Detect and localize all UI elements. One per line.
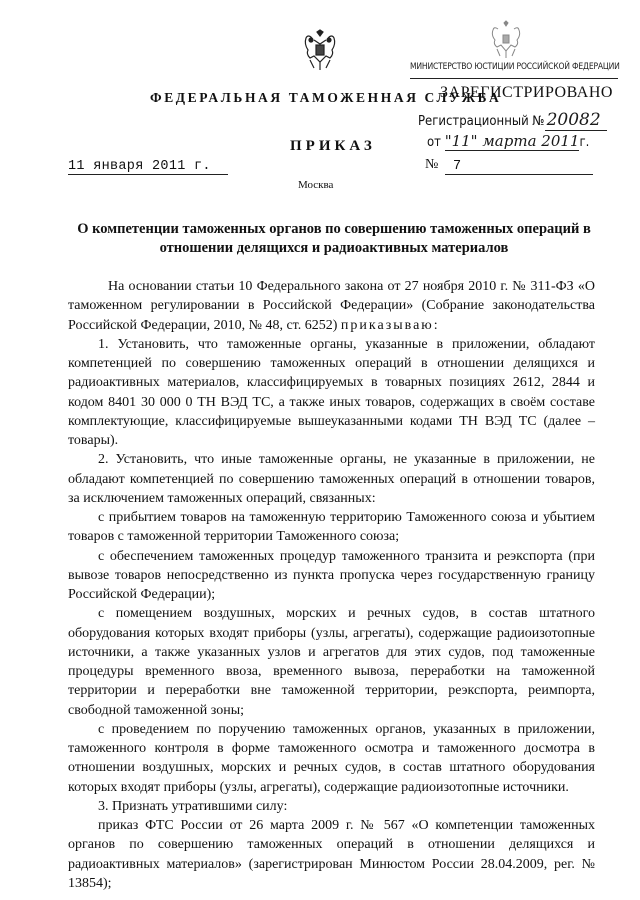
order-date: 11 января 2011 г.	[68, 159, 228, 175]
paragraph: 2. Установить, что иные таможенные органы, не указанные в приложении, не обладают компетенцией по совершению таможенных операций в отношении товаров, за исключением таможенных операций, связанных:	[68, 452, 595, 506]
preamble-order-word: приказываю:	[340, 317, 440, 333]
order-number-label: №	[425, 157, 439, 172]
paragraph: 1. Установить, что таможенные органы, указанные в приложении, обладают компетенцией по совершению таможенных операций в отношении делящихся и радиоактивных материалов, классифицируемых в товарных позициях 2612, 2844 и кодом 8401 30 000 0 ТН ВЭД ТС, а также иных товаров, содержащих в своём составе комплектующие, классифицируемые вышеуказанными кодами ТН ВЭД ТС (далее – товары).	[68, 336, 595, 448]
paragraph: с помещением воздушных, морских и речных судов, в состав штатного оборудования которых входят приборы (узлы, агрегаты), содержащие радиоизотопные источники, а также указанных узлов и агрегатов для этих судов, под таможенные процедуры временного ввоза, временного вывоза, переработки на таможенной территории и переработки вне таможенной территории, реэкспорта, реимпорта, свободной таможенной зоны;	[68, 606, 595, 718]
stamp-reg-label: Регистрационный №	[418, 114, 545, 129]
paragraph: с прибытием товаров на таможенную территорию Таможенного союза и убытием товаров с таможенной территории Таможенного союза;	[68, 510, 595, 545]
stamp-date-suffix: г.	[579, 135, 590, 150]
stamp-ministry-label: МИНИСТЕРСТВО ЮСТИЦИИ РОССИЙСКОЙ ФЕДЕРАЦИИ	[410, 62, 618, 79]
document-body	[68, 277, 595, 893]
paragraph: с проведением по поручению таможенных органов, указанных в приложении, таможенного контроля в форме таможенного осмотра и таможенного досмотра в отношении воздушных, морских и речных судов, в состав штатного оборудования которых входят приборы (узлы, агрегаты), содержащие радиоизотопные источники.	[68, 721, 595, 795]
stamp-date-year: 2011	[541, 132, 580, 150]
paragraph: 3. Признать утратившими силу:	[98, 798, 288, 814]
city: Москва	[298, 179, 334, 191]
stamp-date-month: марта	[482, 132, 537, 150]
document-type: ПРИКАЗ	[290, 138, 376, 154]
stamp-date-day: "11"	[444, 132, 478, 150]
stamp-reg-number: 20082	[545, 110, 607, 131]
paragraph: приказ ФТС России от 26 марта 2009 г. № 567 «О компетенции таможенных органов по совершению таможенных операций в отношении делящихся и радиоактивных материалов» (зарегистрирован Минюстом России 28.04.2009, рег. № 13854);	[68, 818, 595, 891]
stamp-date-prefix: от	[427, 135, 441, 150]
document-title: О компетенции таможенных органов по совершению таможенных операций в отношении делящихся и радиоактивных материалов	[77, 221, 591, 256]
preamble	[68, 277, 595, 335]
stamp-registration-number	[418, 110, 607, 131]
paragraph: с обеспечением таможенных процедур таможенного транзита и реэкспорта (при вывозе товаров непосредственно из пункта пропуска через государственную границу Российской Федерации);	[68, 548, 595, 602]
stamp-date-handwritten	[445, 132, 580, 151]
stamp-registered-label: ЗАРЕГИСТРИРОВАНО	[440, 84, 613, 101]
order-number: 7	[445, 159, 593, 175]
preamble-text: На основании статьи 10 Федерального закона от 27 ноября 2010 г. № 311-ФЗ «О таможенном регулировании в Российской Федерации» (Собрание законодательства Российской Федерации, 2010, № 48, ст. 6252)	[68, 279, 595, 333]
stamp-registration-date	[427, 132, 589, 151]
eagle-emblem-icon	[300, 28, 340, 72]
eagle-stamp-icon	[486, 20, 526, 60]
agency-name: ФЕДЕРАЛЬНАЯ ТАМОЖЕННАЯ СЛУЖБА	[150, 90, 502, 105]
